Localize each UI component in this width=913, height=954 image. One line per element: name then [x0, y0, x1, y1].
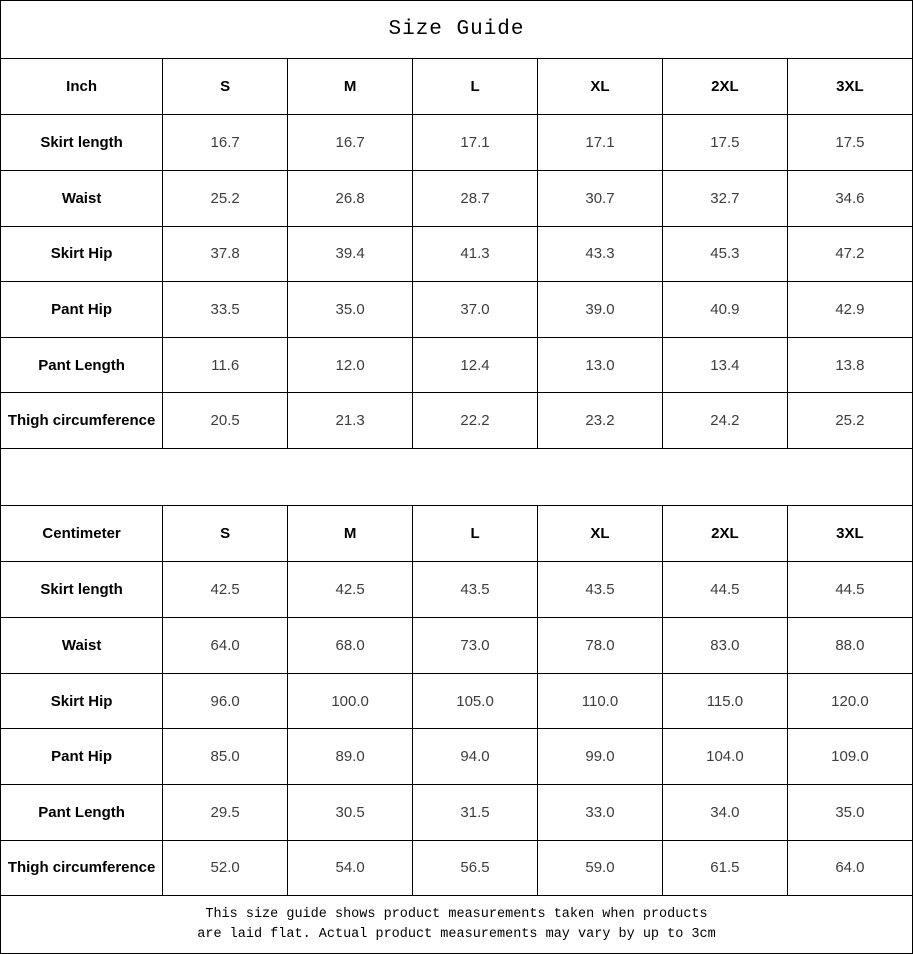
- row-label: Thigh circumference: [1, 393, 163, 449]
- size-header: M: [288, 505, 413, 562]
- cell-value: 22.2: [413, 393, 538, 449]
- cell-value: 100.0: [288, 673, 413, 729]
- cell-value: 54.0: [288, 840, 413, 896]
- row-label: Waist: [1, 170, 163, 226]
- size-header: L: [413, 505, 538, 562]
- cell-value: 78.0: [538, 618, 663, 674]
- table-row: [1, 618, 913, 674]
- row-label: Pant Length: [1, 784, 163, 840]
- size-header: M: [288, 58, 413, 115]
- table-row: [1, 673, 913, 729]
- cell-value: 34.6: [787, 170, 912, 226]
- size-header: S: [163, 58, 288, 115]
- cell-value: 42.9: [787, 282, 912, 338]
- cell-value: 61.5: [662, 840, 787, 896]
- cell-value: 13.4: [662, 337, 787, 393]
- cell-value: 52.0: [163, 840, 288, 896]
- cell-value: 33.0: [538, 784, 663, 840]
- table-row: [1, 729, 913, 785]
- cell-value: 64.0: [787, 840, 912, 896]
- cell-value: 89.0: [288, 729, 413, 785]
- cell-value: 120.0: [787, 673, 912, 729]
- table-row: [1, 393, 913, 449]
- row-label: Pant Length: [1, 337, 163, 393]
- cell-value: 37.0: [413, 282, 538, 338]
- unit-header: Inch: [1, 58, 163, 115]
- cell-value: 12.0: [288, 337, 413, 393]
- cell-value: 31.5: [413, 784, 538, 840]
- cell-value: 99.0: [538, 729, 663, 785]
- footer-line1: This size guide shows product measurements taken when products: [205, 906, 708, 922]
- spacer-section: [1, 449, 913, 506]
- cell-value: 47.2: [787, 226, 912, 282]
- header-row: [1, 58, 913, 115]
- row-label: Skirt length: [1, 562, 163, 618]
- table-spacer: [1, 449, 913, 506]
- cell-value: 88.0: [787, 618, 912, 674]
- cell-value: 30.7: [538, 170, 663, 226]
- centimeter-table-section: [1, 505, 913, 895]
- cell-value: 21.3: [288, 393, 413, 449]
- cell-value: 28.7: [413, 170, 538, 226]
- cell-value: 12.4: [413, 337, 538, 393]
- table-row: [1, 282, 913, 338]
- cell-value: 17.5: [787, 115, 912, 171]
- row-label: Skirt length: [1, 115, 163, 171]
- footer-row: [1, 896, 913, 954]
- title-section: [1, 1, 913, 59]
- cell-value: 25.2: [163, 170, 288, 226]
- size-header: 2XL: [662, 505, 787, 562]
- cell-value: 30.5: [288, 784, 413, 840]
- cell-value: 43.3: [538, 226, 663, 282]
- footer-section: [1, 896, 913, 954]
- cell-value: 96.0: [163, 673, 288, 729]
- size-header: S: [163, 505, 288, 562]
- cell-value: 17.5: [662, 115, 787, 171]
- cell-value: 104.0: [662, 729, 787, 785]
- cell-value: 41.3: [413, 226, 538, 282]
- cell-value: 24.2: [662, 393, 787, 449]
- cell-value: 43.5: [413, 562, 538, 618]
- cell-value: 73.0: [413, 618, 538, 674]
- table-row: [1, 840, 913, 896]
- cell-value: 39.4: [288, 226, 413, 282]
- size-header: 2XL: [662, 58, 787, 115]
- cell-value: 13.8: [787, 337, 912, 393]
- cell-value: 44.5: [662, 562, 787, 618]
- size-header: 3XL: [787, 505, 912, 562]
- cell-value: 43.5: [538, 562, 663, 618]
- table-row: [1, 226, 913, 282]
- cell-value: 85.0: [163, 729, 288, 785]
- cell-value: 109.0: [787, 729, 912, 785]
- size-header: XL: [538, 505, 663, 562]
- cell-value: 34.0: [662, 784, 787, 840]
- cell-value: 16.7: [163, 115, 288, 171]
- cell-value: 17.1: [413, 115, 538, 171]
- page-title: Size Guide: [1, 1, 913, 59]
- row-label: Pant Hip: [1, 282, 163, 338]
- cell-value: 110.0: [538, 673, 663, 729]
- size-header: XL: [538, 58, 663, 115]
- cell-value: 25.2: [787, 393, 912, 449]
- cell-value: 42.5: [163, 562, 288, 618]
- cell-value: 16.7: [288, 115, 413, 171]
- cell-value: 29.5: [163, 784, 288, 840]
- cell-value: 115.0: [662, 673, 787, 729]
- unit-header: Centimeter: [1, 505, 163, 562]
- row-label: Waist: [1, 618, 163, 674]
- size-header: 3XL: [787, 58, 912, 115]
- table-row: [1, 337, 913, 393]
- cell-value: 17.1: [538, 115, 663, 171]
- row-label: Thigh circumference: [1, 840, 163, 896]
- cell-value: 105.0: [413, 673, 538, 729]
- table-row: [1, 562, 913, 618]
- cell-value: 20.5: [163, 393, 288, 449]
- row-label: Pant Hip: [1, 729, 163, 785]
- header-row: [1, 505, 913, 562]
- size-header: L: [413, 58, 538, 115]
- footer-line2: are laid flat. Actual product measurements may vary by up to 3cm: [197, 926, 716, 942]
- cell-value: 40.9: [662, 282, 787, 338]
- cell-value: 59.0: [538, 840, 663, 896]
- row-label: Skirt Hip: [1, 673, 163, 729]
- cell-value: 33.5: [163, 282, 288, 338]
- cell-value: 37.8: [163, 226, 288, 282]
- cell-value: 64.0: [163, 618, 288, 674]
- cell-value: 39.0: [538, 282, 663, 338]
- cell-value: 35.0: [787, 784, 912, 840]
- cell-value: 11.6: [163, 337, 288, 393]
- cell-value: 56.5: [413, 840, 538, 896]
- cell-value: 68.0: [288, 618, 413, 674]
- footer-note: [1, 896, 913, 954]
- cell-value: 42.5: [288, 562, 413, 618]
- row-label: Skirt Hip: [1, 226, 163, 282]
- title-row: [1, 1, 913, 59]
- cell-value: 83.0: [662, 618, 787, 674]
- cell-value: 45.3: [662, 226, 787, 282]
- table-row: [1, 784, 913, 840]
- cell-value: 35.0: [288, 282, 413, 338]
- table-spacer-row: [1, 449, 913, 506]
- table-row: [1, 170, 913, 226]
- inch-table-section: [1, 58, 913, 448]
- cell-value: 32.7: [662, 170, 787, 226]
- cell-value: 44.5: [787, 562, 912, 618]
- cell-value: 26.8: [288, 170, 413, 226]
- cell-value: 23.2: [538, 393, 663, 449]
- cell-value: 13.0: [538, 337, 663, 393]
- table-row: [1, 115, 913, 171]
- cell-value: 94.0: [413, 729, 538, 785]
